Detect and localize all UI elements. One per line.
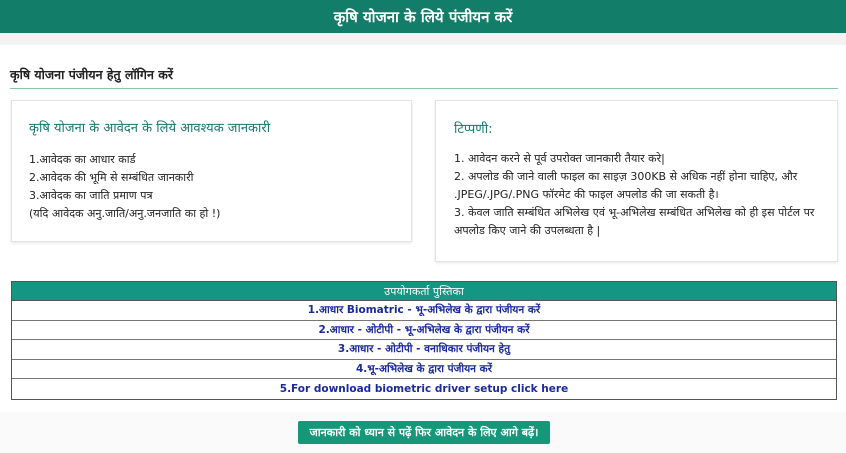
user-guide-heading: उपयोगकर्ता पुस्तिका bbox=[12, 282, 836, 301]
page-header bbox=[0, 0, 846, 33]
user-guide-table bbox=[11, 281, 837, 400]
required-info-card bbox=[11, 100, 412, 242]
note-list bbox=[454, 150, 830, 240]
guide-link-land-record[interactable]: 4.भू-अभिलेख के द्वारा पंजीयन करें bbox=[12, 360, 836, 380]
header-spacer bbox=[0, 33, 846, 45]
proceed-button[interactable]: जानकारी को ध्यान से पढ़ें फिर आवेदन के लिए आगे बढ़ें। bbox=[298, 421, 550, 444]
list-item: 2.आवेदक की भूमि से सम्बंधित जानकारी bbox=[29, 171, 194, 184]
guide-link-aadhaar-biometric[interactable]: 1.आधार Biomatric - भू-अभिलेख के द्वारा पंजीयन करें bbox=[12, 301, 836, 321]
required-info-title: कृषि योजना के आवेदन के लिये आवश्यक जानकारी bbox=[29, 121, 271, 136]
login-section-title: कृषि योजना पंजीयन हेतु लॉगिन करें bbox=[10, 67, 173, 82]
list-item: (यदि आवेदक अनु.जाति/अनु.जनजाति का हो !) bbox=[29, 207, 221, 220]
page-title: कृषि योजना के लिये पंजीयन करें bbox=[333, 7, 513, 26]
list-item: 1.आवेदक का आधार कार्ड bbox=[29, 153, 136, 166]
note-card bbox=[435, 100, 838, 262]
list-item: 1. आवेदन करने से पूर्व उपरोक्त जानकारी तैयार करे| bbox=[454, 152, 665, 165]
list-item: 3.आवेदक का जाति प्रमाण पत्र bbox=[29, 189, 153, 202]
section-divider bbox=[10, 88, 838, 89]
guide-link-biometric-driver-download[interactable]: 5.For download biometric driver setup click here bbox=[279, 382, 569, 395]
required-info-list bbox=[29, 151, 220, 223]
guide-link-aadhaar-otp-land-record[interactable]: 2.आधार - ओटीपी - भू-अभिलेख के द्वारा पंजीयन करें bbox=[12, 321, 836, 341]
guide-link-aadhaar-otp-forest-rights[interactable]: 3.आधार - ओटीपी - वनाधिकार पंजीयन हेतु bbox=[12, 340, 836, 360]
note-title: टिप्पणी: bbox=[454, 122, 493, 137]
list-item: 2. अपलोड की जाने वाली फाइल का साइज़ 300KB से अधिक नहीं होना चाहिए, और .JPEG/.JPG/.PNG फॉरमेट की फाइल अपलोड की जा सकती है। bbox=[454, 170, 798, 201]
list-item: 3. केवल जाति सम्बंधित अभिलेख एवं भू-अभिलेख सम्बंधित अभिलेख को ही इस पोर्टल पर अपलोड किए जाने की उपलब्धता है | bbox=[454, 206, 815, 237]
